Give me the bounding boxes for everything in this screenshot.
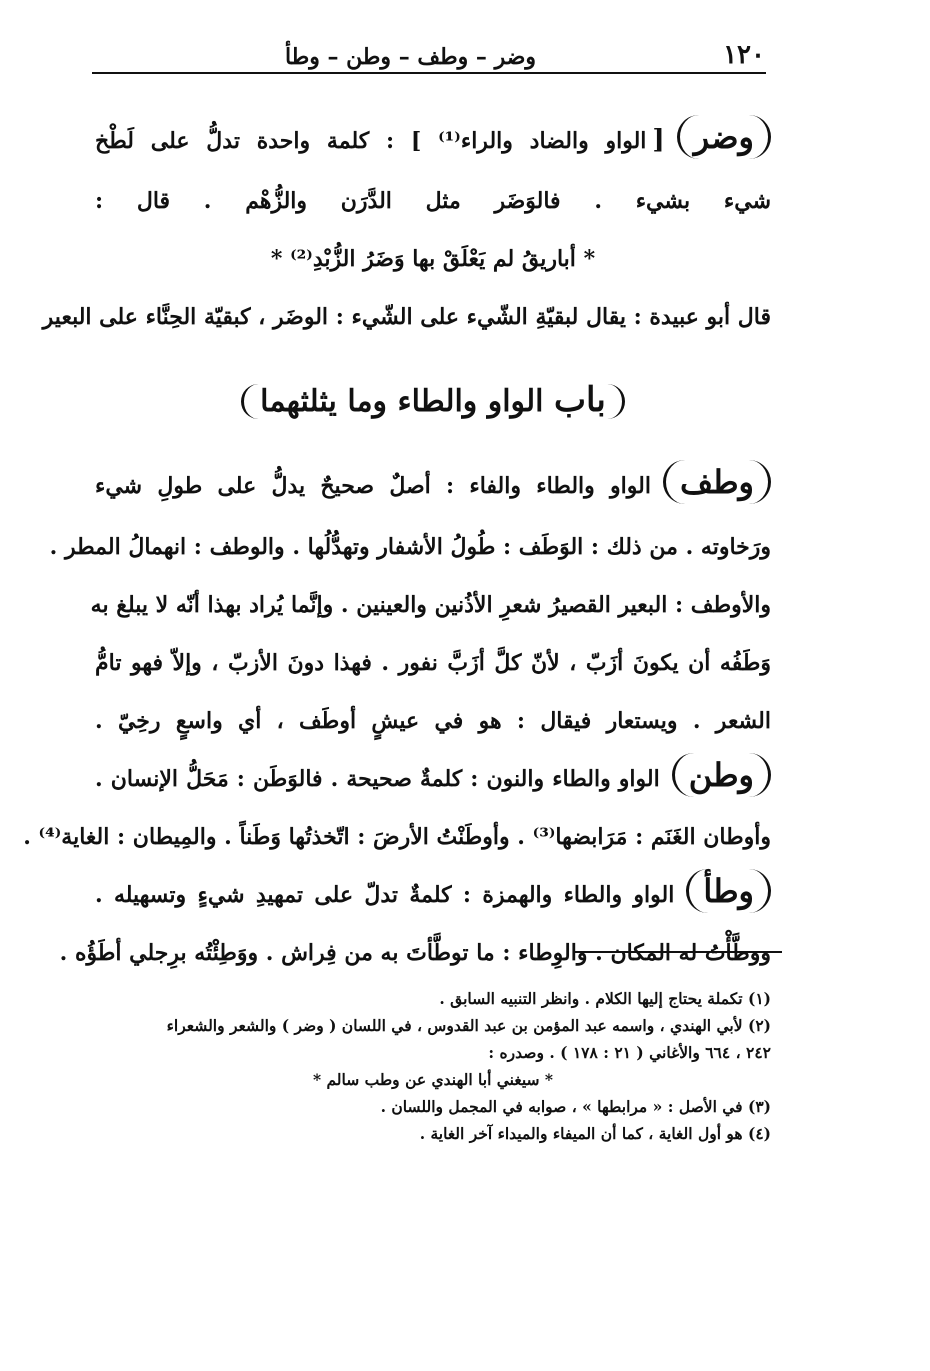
footnote-2: (٢) لأبي الهندي ، واسمه عبد المؤمن بن عبد القدوس ، في اللسان ( وضر ) والشعر والشعراء — [166, 1016, 771, 1035]
footnotes — [95, 985, 771, 1147]
entry-wadar-line-2: شيء بشيء . فالوَضَر مثل الدَّرَن والزُّهْم . قال : — [95, 188, 771, 214]
open-bracket: [ — [652, 125, 665, 155]
footnote-4: (٤) هو أول الغاية ، كما أن الميفاء والميداء آخر الغاية . — [419, 1124, 771, 1143]
footnote-2-verse: * سيغني أبا الهندي عن وطب سالم * — [312, 1070, 554, 1089]
headword-wata: وطأ — [686, 869, 771, 913]
page-number: ١٢٠ — [723, 40, 765, 70]
chapter-word: باب — [553, 380, 606, 420]
entry-wadar-line-1 — [95, 108, 771, 172]
entry-text: الواو والطاء والنون : كلمةٌ صحيحة . فالوَطَن : مَحَلُّ الإنسان . — [95, 766, 660, 792]
entry-wadar-line-4: قال أبو عبيدة : يقال لبقيّةِ الشّيء على الشّيء : الوضَر ، كبقيّة الحِنَّاء على البعير — [42, 304, 771, 330]
page-header — [95, 30, 765, 70]
entry-wata-line-2: ووطَّأْتُ له المكان . والوِطاء : ما توطَّأتَ به من فِراش . ووَطِئْتُه برِجلي أطَؤُه . — [59, 940, 771, 966]
entry-watf-line-4: وَطَفُه أن يكونَ أزَبّ ، لأنّ كلَّ أزَبَّ نفور . فهذا دونَ الأزبّ ، وإلاّ فهو تامُّ — [95, 650, 771, 676]
chapter-title — [241, 380, 625, 420]
entry-text: الواو والطاء والفاء : أصلٌ صحيحٌ يدلُّ على طولِ شيء — [95, 473, 651, 499]
entry-watf-line-2: ورَخاوته . من ذلك : الوَطَف : طُولُ الأشفار وتهدُّلُها . والوطف : انهمالُ المطر . — [49, 534, 771, 560]
body-text — [23, 108, 771, 982]
footnote-3: (٣) في الأصل : « مرابطها » ، صوابه في المجمل واللسان . — [380, 1097, 771, 1116]
footnote-1: (١) تكملة يحتاج إليها الكلام . وانظر التنبيه السابق . — [439, 989, 771, 1008]
entry-text: الواو والضاد والراء⁽¹⁾ ] : كلمة واحدة تدلُّ على لَطْخ — [95, 128, 647, 154]
headword-watan: وطن — [672, 753, 771, 797]
chapter-heading — [95, 368, 771, 432]
entry-wata-line-1 — [95, 866, 771, 924]
verse-wadar: * أباريقُ لم يَعْلَقْ بها وَضَرُ الزُّبْدِ⁽²⁾ * — [270, 246, 596, 272]
footnote-rule — [574, 951, 782, 953]
headword-wadar: وضر — [677, 115, 771, 159]
entry-watf-line-1 — [95, 454, 771, 518]
entry-watan-line-1 — [95, 750, 771, 808]
entry-watan-line-2: وأوطان الغَنَم : مَرَابضها⁽³⁾ . وأوطَنْتُ الأرضَ : اتّخذتُها وَطَناً . والمِيطان : الغاية⁽⁴⁾ . — [23, 824, 771, 850]
entry-text: الواو والطاء والهمزة : كلمةٌ تدلّ على تمهيدِ شيءٍ وتسهيله . — [95, 882, 675, 908]
header-rule — [92, 72, 766, 74]
chapter-rest: الواو والطاء وما يثلثهما — [260, 384, 544, 419]
entry-watf-line-3: والأوطف : البعير القصيرُ شعرِ الأذُنين والعينين . وإنَّما يُراد بهذا أنّه لا يبلغ به — [90, 592, 771, 618]
entry-watf-line-5: الشعر . ويستعار فيقال : هو في عيشٍ أوطَف ، أي واسعٍ رخِيّ . — [95, 708, 771, 734]
headword-watf: وطف — [663, 460, 771, 504]
running-head: وضر – وطف – وطن – وطأ — [285, 44, 537, 70]
footnote-2-continued: ٢٤٢ ، ٦٦٤ والأغاني ( ٢١ : ١٧٨ ) . وصدره : — [488, 1043, 771, 1062]
